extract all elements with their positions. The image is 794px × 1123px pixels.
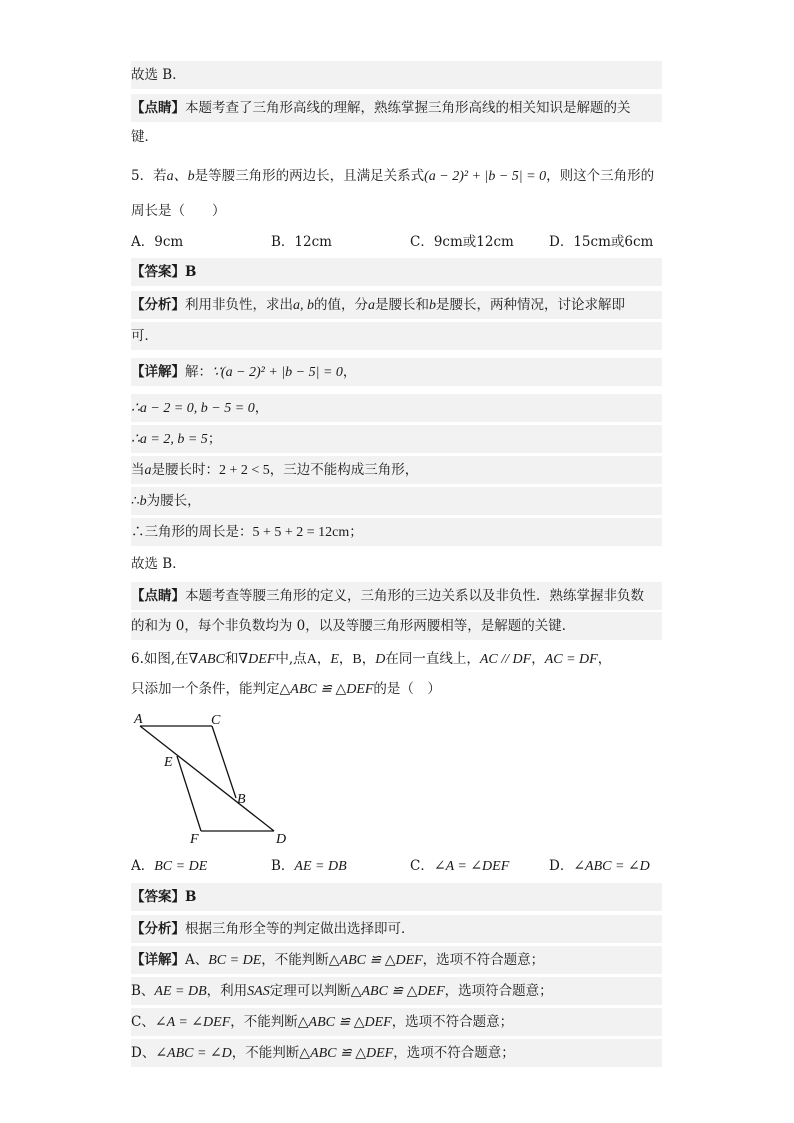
label-b: B: [237, 792, 246, 807]
option-c: C．∠A = ∠DEF: [410, 858, 510, 874]
option-c: C．9cm或12cm: [410, 234, 514, 250]
label-d: D: [276, 832, 287, 847]
geometry-figure: [131, 708, 301, 848]
question-6-options: [131, 852, 662, 880]
question-6-stem-cont: 只添加一个条件，能判定△ABC ≌ △DEF的是（ ）: [131, 681, 441, 697]
segment-ef: [177, 756, 201, 831]
question-6-stem: 6.如图,在∇ABC和∇DEF中,点A，E，B，D在同一直线上，AC // DF，AC = DF，: [131, 651, 612, 667]
detail-5-line6: ∴三角形的周长是：5 + 5 + 2 = 12cm；: [131, 518, 662, 546]
detail-5-line1: 【详解】解：∵(a − 2)² + |b − 5| = 0，: [131, 358, 662, 386]
label-a: A: [134, 712, 143, 727]
segment-cb: [212, 726, 236, 798]
option-a: A．BC = DE: [131, 858, 208, 874]
detail-5-line4: 当a是腰长时：2 + 2 < 5，三边不能构成三角形，: [131, 456, 662, 484]
detail-6-line2: B、AE = DB，利用SAS定理可以判断△ABC ≌ △DEF，选项符合题意；: [131, 977, 662, 1005]
analysis-5-cont: 可．: [131, 322, 662, 350]
label-f: F: [190, 832, 199, 847]
detail-5-line5: ∴b为腰长，: [131, 487, 662, 515]
label-c: C: [211, 713, 221, 728]
question-5-stem-cont: 周长是（ ）: [131, 203, 226, 219]
comment-line: 【点睛】本题考查了三角形高线的理解，熟练掌握三角形高线的相关知识是解题的关: [131, 94, 662, 122]
analysis-5: 【分析】利用非负性，求出a, b的值，分a是腰长和b是腰长，两种情况，讨论求解即: [131, 291, 662, 319]
comment-line-cont: 键．: [131, 129, 158, 145]
comment-5: 【点睛】本题考查等腰三角形的定义，三角形的三边关系以及非负性．熟练掌握非负数: [131, 582, 662, 610]
option-d: D．∠ABC = ∠D: [549, 858, 650, 874]
detail-5-line2: ∴a − 2 = 0, b − 5 = 0，: [131, 394, 662, 422]
detail-5-line3: ∴a = 2, b = 5；: [131, 425, 662, 453]
option-d: D．15cm或6cm: [549, 234, 654, 250]
option-b: B．12cm: [271, 234, 332, 250]
comment-5-cont: 的和为 0，每个非负数均为 0，以及等腰三角形两腰相等，是解题的关键．: [131, 612, 662, 640]
label-e: E: [164, 755, 173, 770]
detail-6-line3: C、∠A = ∠DEF，不能判断△ABC ≌ △DEF，选项不符合题意；: [131, 1008, 662, 1036]
option-b: B．AE = DB: [271, 858, 347, 874]
analysis-6: 【分析】根据三角形全等的判定做出选择即可．: [131, 915, 662, 943]
detail-6-line4: D、∠ABC = ∠D，不能判断△ABC ≌ △DEF，选项不符合题意；: [131, 1039, 662, 1067]
segment-ad: [140, 726, 274, 831]
question-5-stem: 5．若a、b是等腰三角形的两边长，且满足关系式(a − 2)² + |b − 5| = 0，则这个三角形的: [131, 168, 655, 184]
detail-6-line1: 【详解】A、BC = DE，不能判断△ABC ≌ △DEF，选项不符合题意；: [131, 946, 662, 974]
option-a: A．9cm: [131, 234, 184, 250]
question-5-options: [131, 228, 662, 256]
answer-5: 【答案】B: [131, 258, 662, 286]
detail-5-line7: 故选 B．: [131, 556, 186, 572]
answer-6: 【答案】B: [131, 883, 662, 911]
conclusion-line: 故选 B．: [131, 61, 662, 89]
